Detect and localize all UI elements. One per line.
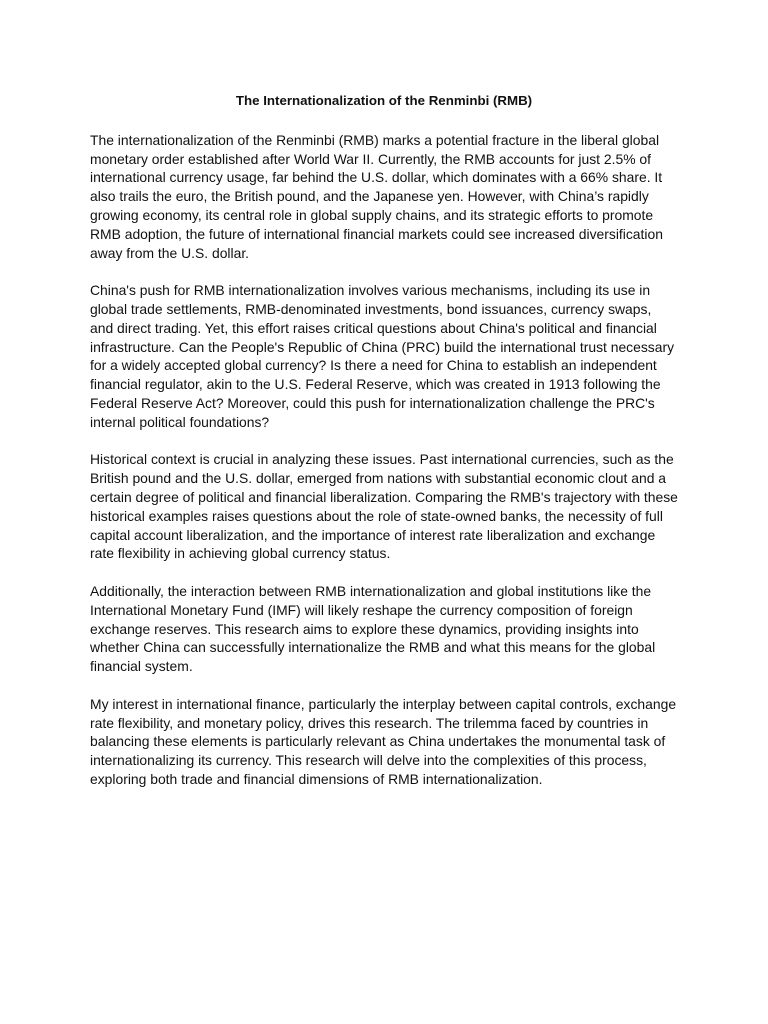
document-title: The Internationalization of the Renminbi (RMB) (235, 93, 533, 108)
paragraph-historical-context: Historical context is crucial in analyzing these issues. Past international currencies, such as the British pound and the U.S. dollar, emerged from nations with substantial economic clout and a certain degree of political and financial liberalization. Comparing the RMB's trajectory with these historical examples raises questions about the role of state-owned banks, the necessity of full capital account liberalization, and the importance of interest rate liberalization and exchange rate flexibility in achieving global currency status. (90, 451, 678, 562)
paragraph-intro: The internationalization of the Renminbi (RMB) marks a potential fracture in the liberal global monetary order established after World War II. Currently, the RMB accounts for just 2.5% of international currency usage, far behind the U.S. dollar, which dominates with a 66% share. It also trails the euro, the British pound, and the Japanese yen. However, with China’s rapidly growing economy, its central role in global supply chains, and its strategic efforts to promote RMB adoption, the future of international financial markets could see increased diversification away from the U.S. dollar. (90, 131, 663, 261)
paragraph-mechanisms: China's push for RMB internationalization involves various mechanisms, including its use in global trade settlements, RMB-denominated investments, bond issuances, currency swaps, and direct trading. Yet, this effort raises critical questions about China's political and financial infrastructure. Can the People's Republic of China (PRC) build the international trust necessary for a widely accepted global currency? Is there a need for China to establish an independent financial regulator, akin to the U.S. Federal Reserve, which was created in 1913 following the Federal Reserve Act? Moreover, could this push for internationalization challenge the PRC's internal political foundations? (90, 282, 675, 430)
paragraph-personal-interest: My interest in international finance, particularly the interplay between capital controls, exchange rate flexibility, and monetary policy, drives this research. The trilemma faced by countries in balancing these elements is particularly relevant as China undertakes the monumental task of internationalizing its currency. This research will delve into the complexities of this process, exploring both trade and financial dimensions of RMB internationalization. (90, 695, 677, 787)
paragraph-global-institutions: Additionally, the interaction between RMB internationalization and global institutions like the International Monetary Fund (IMF) will likely reshape the currency composition of foreign exchange reserves. This research aims to explore these dynamics, providing insights into whether China can successfully internationalize the RMB and what this means for the global financial system. (90, 582, 656, 675)
